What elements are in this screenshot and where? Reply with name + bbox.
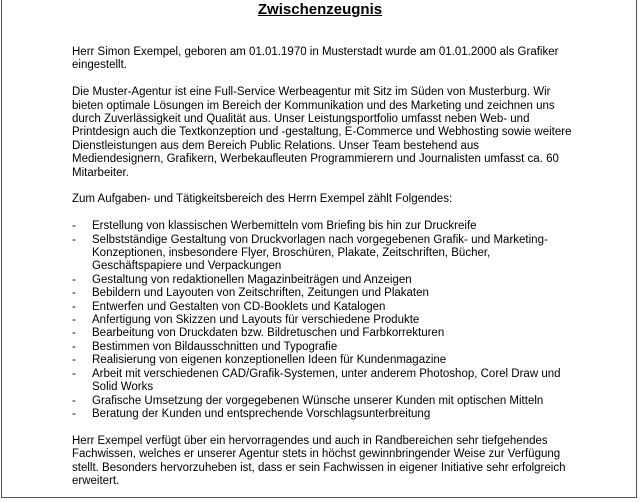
document-body (72, 46, 572, 502)
task-text: Grafische Umsetzung der vorgegebenen Wünsche unserer Kunden mit optischen Mitteln (92, 394, 544, 407)
bullet-dash: - (72, 314, 76, 327)
bullet-dash: - (72, 407, 76, 420)
list-item (72, 341, 572, 354)
list-item (72, 314, 572, 327)
task-text: Erstellung von klassischen Werbemitteln vom Briefing bis hin zur Druckreife (92, 220, 477, 233)
company-paragraph: Die Muster-Agentur ist eine Full-Service Werbeagentur mit Sitz im Süden von Musterburg. Wir bieten optimale Lösungen im Bereich der Kommunikation und des Marketing und zeichnen uns durch Zuverlässigkeit und Qualität aus. Unser Leistungsportfolio umfasst neben Web- und Printdesign auch die Textkonzeption und -gestaltung, E-Commerce und Webhosting sowie weitere Dienstleistungen aus dem Bereich Public Relations. Unser Team bestehend aus Mediendesignern, Grafikern, Werbekaufleuten Programmierern und Journalisten umfasst ca. 60 Mitarbeiter. (72, 86, 572, 179)
bullet-dash: - (72, 327, 76, 340)
task-text: Bestimmen von Bildausschnitten und Typografie (92, 340, 338, 353)
list-item (72, 354, 572, 367)
task-text: Realisierung von eigenen konzeptionellen Ideen für Kundenmagazine (92, 354, 447, 367)
list-item (72, 395, 572, 408)
task-text: Anfertigung von Skizzen und Layouts für verschiedene Produkte (92, 314, 420, 327)
list-item (72, 287, 572, 300)
intro-paragraph: Herr Simon Exempel, geboren am 01.01.1970 in Musterstadt wurde am 01.01.2000 als Grafiker eingestellt. (72, 46, 559, 72)
tasks-intro: Zum Aufgaben- und Tätigkeitsbereich des Herrn Exempel zählt Folgendes: (72, 193, 453, 206)
bullet-dash: - (72, 354, 76, 367)
bullet-dash: - (72, 340, 76, 353)
task-text: Bearbeitung von Druckdaten bzw. Bildretuschen und Farbkorrekturen (92, 327, 445, 340)
bullet-dash: - (72, 367, 76, 380)
bullet-dash: - (72, 300, 76, 313)
list-item (72, 327, 572, 340)
list-item (72, 368, 572, 395)
list-item (72, 301, 572, 314)
task-text: Bebildern und Layouten von Zeitschriften, Zeitungen und Plakaten (92, 287, 429, 300)
list-item (72, 408, 572, 421)
task-text: Gestaltung von redaktionellen Magazinbeiträgen und Anzeigen (92, 273, 412, 286)
task-text: Entwerfen und Gestalten von CD-Booklets und Katalogen (92, 300, 386, 313)
task-text: Beratung der Kunden und entsprechende Vorschlagsunterbreitung (92, 407, 431, 420)
closing-paragraph: Herr Exempel verfügt über ein hervorragendes und auch in Randbereichen sehr tiefgehendes Fachwissen, welches er unserer Agentur stets in höchst gewinnbringender Weise zur Verfügung stellt. Besonders hervorzuheben ist, dass er sein Fachwissen in eigener Initiative sehr erfolgreich erweitert. (72, 434, 566, 487)
list-item (72, 234, 572, 274)
bullet-dash: - (72, 287, 76, 300)
list-item (72, 220, 572, 233)
bullet-dash: - (72, 220, 76, 233)
list-item (72, 274, 572, 287)
task-text: Arbeit mit verschiedenen CAD/Grafik-Systemen, unter anderem Photoshop, Corel Draw und Solid Works (92, 367, 561, 394)
task-text: Selbstständige Gestaltung von Druckvorlagen nach vorgegebenen Grafik- und Marketing-Konzeptionen, insbesondere Flyer, Broschüren, Plakate, Zeitschriften, Bücher, Geschäftspapiere und Verpackungen (92, 233, 548, 273)
task-list (72, 220, 572, 421)
bullet-dash: - (72, 273, 76, 286)
bullet-dash: - (72, 233, 76, 246)
document-title: Zwischenzeugnis (257, 1, 383, 18)
bullet-dash: - (72, 394, 76, 407)
